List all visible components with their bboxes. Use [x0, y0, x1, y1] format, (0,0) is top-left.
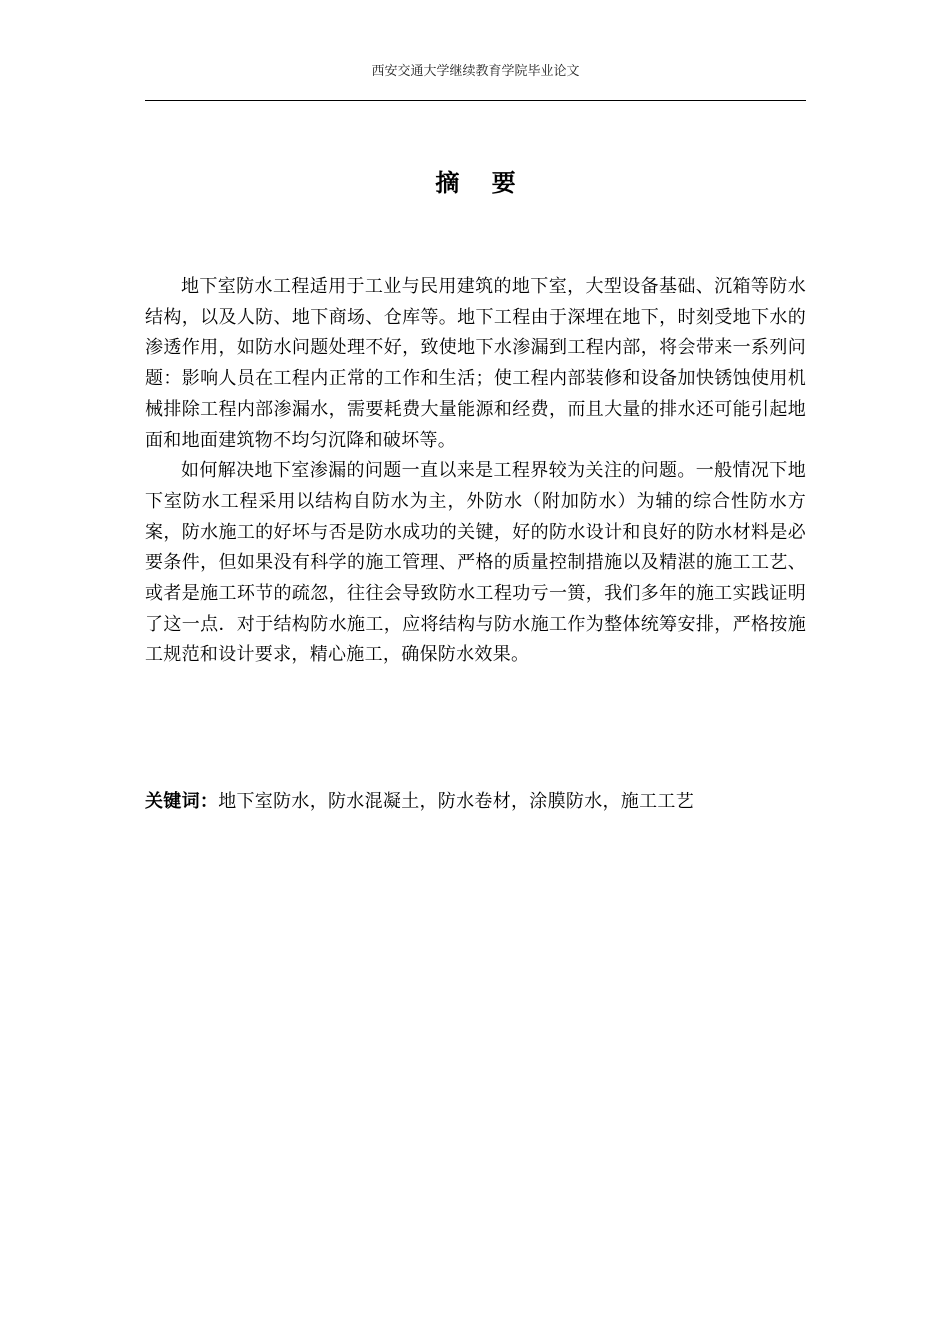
- keywords-label: 关键词：: [145, 791, 219, 812]
- keywords-line: [145, 787, 806, 817]
- abstract-body: [145, 272, 806, 671]
- abstract-paragraph-1: 地下室防水工程适用于工业与民用建筑的地下室，大型设备基础、沉箱等防水结构，以及人防、地下商场、仓库等。地下工程由于深埋在地下，时刻受地下水的渗透作用，如防水问题处理不好，致使地下水渗漏到工程内部，将会带来一系列问题：影响人员在工程内正常的工作和生活；使工程内部装修和设备加快锈蚀使用机械排除工程内部渗漏水，需要耗费大量能源和经费，而且大量的排水还可能引起地面和地面建筑物不均匀沉降和破坏等。: [145, 276, 806, 451]
- keywords-value: 地下室防水，防水混凝土，防水卷材，涂膜防水，施工工艺: [218, 791, 695, 812]
- header-rule: [145, 100, 806, 101]
- running-header: 西安交通大学继续教育学院毕业论文: [371, 64, 580, 79]
- abstract-title: 摘 要: [435, 169, 528, 197]
- abstract-paragraph-2: 如何解决地下室渗漏的问题一直以来是工程界较为关注的问题。一般情况下地下室防水工程采用以结构自防水为主，外防水（附加防水）为辅的综合性防水方案，防水施工的好坏与否是防水成功的关键，好的防水设计和良好的防水材料是必要条件，但如果没有科学的施工管理、严格的质量控制措施以及精湛的施工工艺、或者是施工环节的疏忽，往往会导致防水工程功亏一篑，我们多年的施工实践证明了这一点．对于结构防水施工，应将结构与防水施工作为整体统筹安排，严格按施工规范和设计要求，精心施工，确保防水效果。: [145, 460, 806, 666]
